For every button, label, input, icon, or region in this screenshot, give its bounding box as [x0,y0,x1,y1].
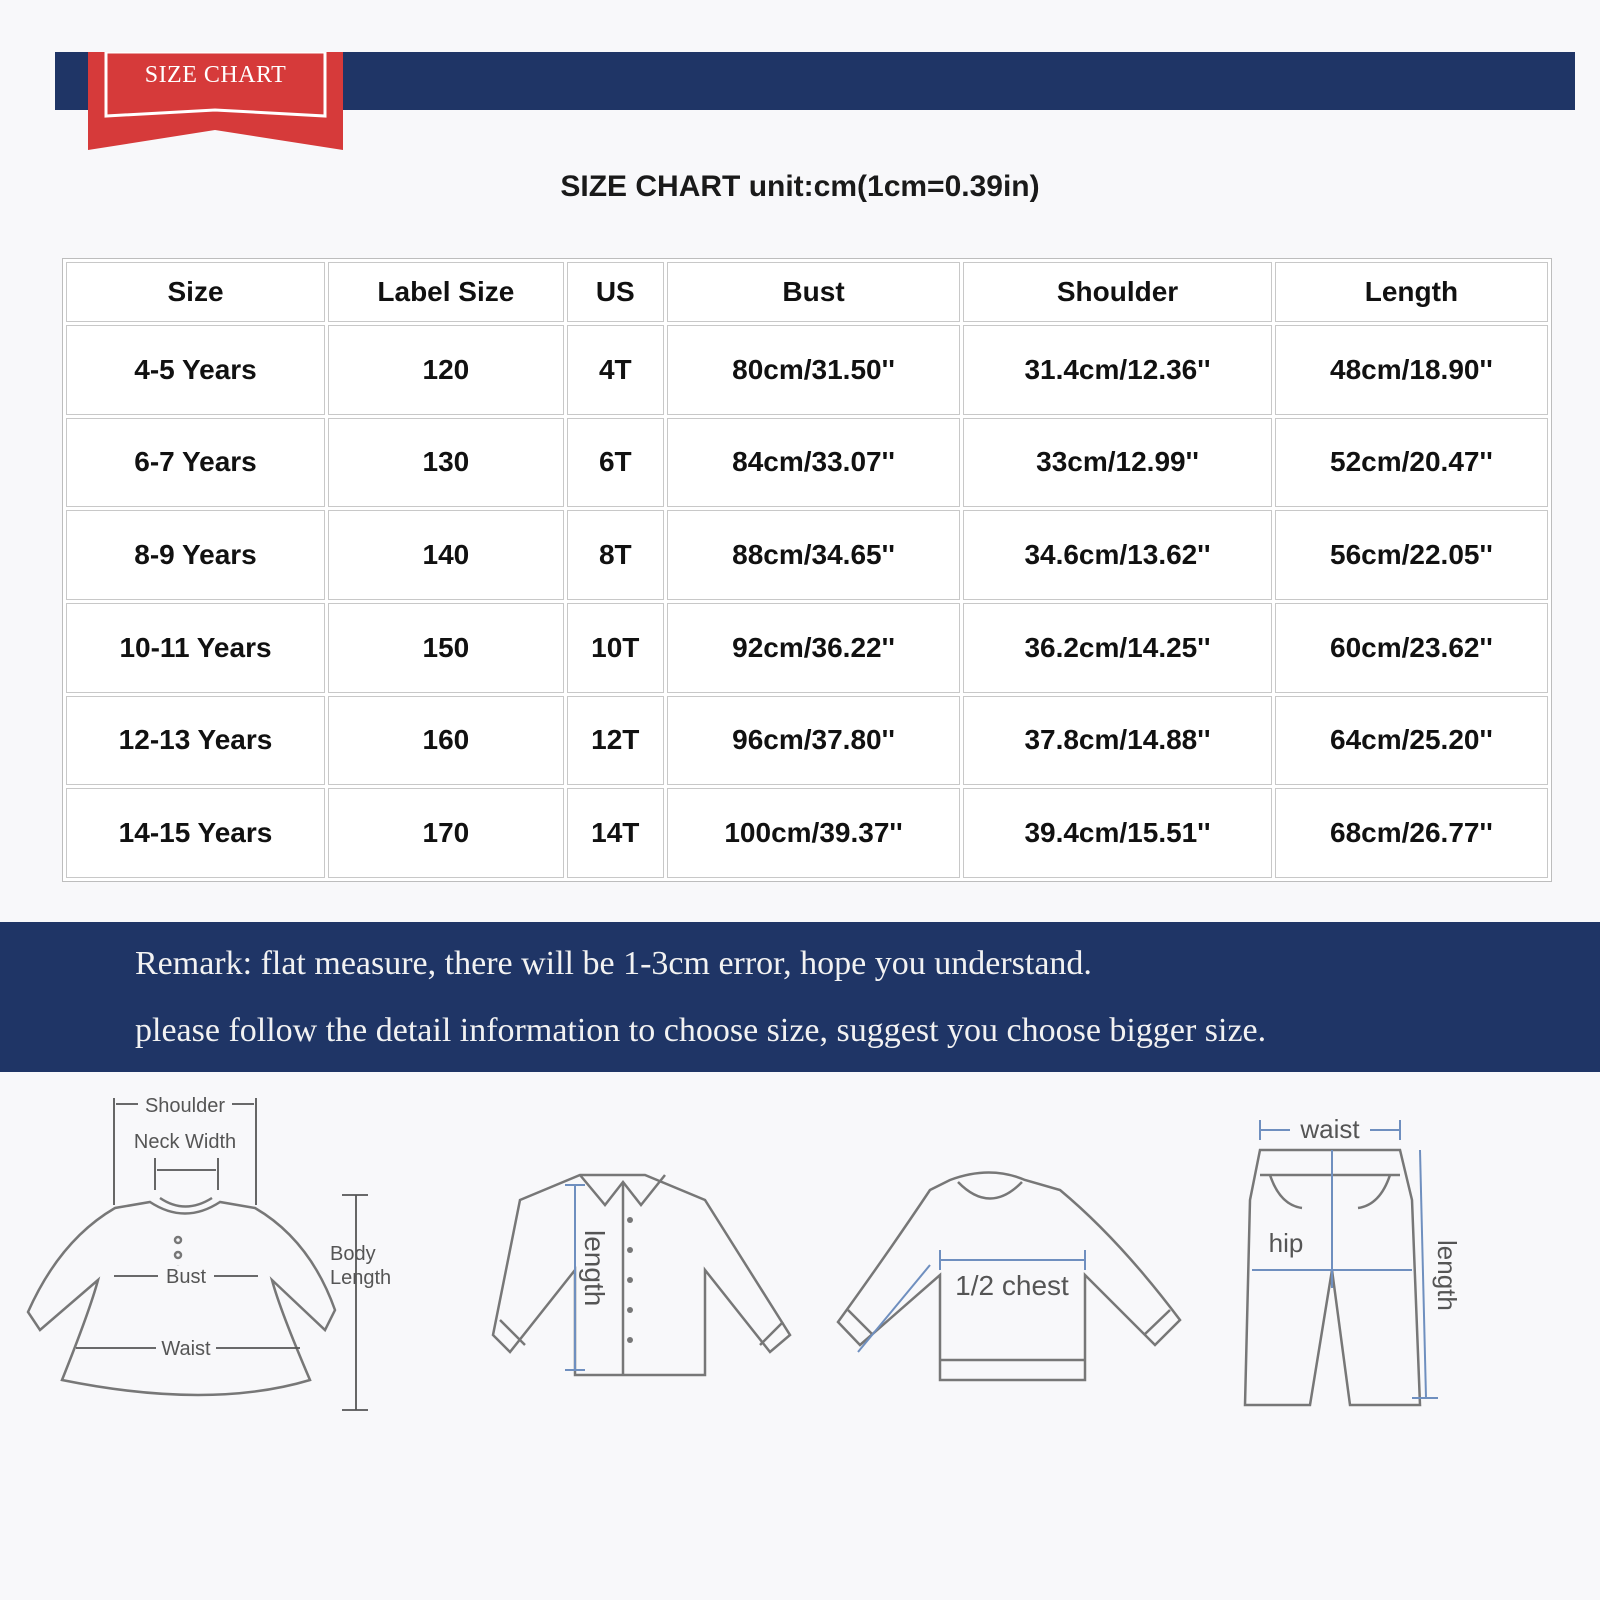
table-row [66,788,1548,878]
column-header-us: US [567,262,664,322]
shirt-length-label: length [579,1230,610,1307]
table-cell: 36.2cm/14.25'' [963,603,1272,693]
table-cell: 80cm/31.50'' [667,325,960,415]
table-row [66,510,1548,600]
table-cell: 34.6cm/13.62'' [963,510,1272,600]
column-header-size: Size [66,262,325,322]
body-length-label-2: Length [330,1267,392,1289]
table-cell: 10T [567,603,664,693]
body-length-label-1: Body [330,1243,376,1265]
pants-waist-label: waist [1300,1114,1360,1144]
table-header-row [66,262,1548,322]
table-cell: 14-15 Years [66,788,325,878]
table-cell: 6T [567,418,664,508]
table-cell: 6-7 Years [66,418,325,508]
remark-line-1: Remark: flat measure, there will be 1-3cm error, hope you understand. [135,945,1092,982]
bust-label: Bust [165,1266,207,1288]
hip-label: hip [1268,1228,1304,1258]
table-cell: 92cm/36.22'' [667,603,960,693]
table-row [66,696,1548,786]
half-chest-label: 1/2 chest [955,1270,1069,1301]
table-cell: 120 [328,325,564,415]
table-cell: 12-13 Years [66,696,325,786]
remark-line-2: please follow the detail information to choose size, suggest you choose bigger size. [135,1012,1267,1049]
sweater-measurement-diagram [830,1090,1190,1425]
table-row [66,325,1548,415]
pants-measurement-diagram [1240,1090,1500,1435]
table-cell: 33cm/12.99'' [963,418,1272,508]
dress-measurement-diagram [10,1090,430,1455]
size-chart-banner-label: SIZE CHART [144,62,287,88]
column-header-label-size: Label Size [328,262,564,322]
table-cell: 4-5 Years [66,325,325,415]
table-cell: 88cm/34.65'' [667,510,960,600]
table-cell: 37.8cm/14.88'' [963,696,1272,786]
table-cell: 100cm/39.37'' [667,788,960,878]
table-cell: 150 [328,603,564,693]
table-row [66,603,1548,693]
table-cell: 12T [567,696,664,786]
table-cell: 60cm/23.62'' [1275,603,1548,693]
table-cell: 160 [328,696,564,786]
column-header-bust: Bust [667,262,960,322]
waist-label: Waist [161,1338,211,1360]
shirt-measurement-diagram [445,1090,805,1425]
table-cell: 140 [328,510,564,600]
table-cell: 68cm/26.77'' [1275,788,1548,878]
table-cell: 170 [328,788,564,878]
column-header-shoulder: Shoulder [963,262,1272,322]
table-cell: 48cm/18.90'' [1275,325,1548,415]
table-cell: 4T [567,325,664,415]
pants-length-label: length [1432,1240,1462,1311]
table-cell: 56cm/22.05'' [1275,510,1548,600]
table-cell: 8-9 Years [66,510,325,600]
table-cell: 64cm/25.20'' [1275,696,1548,786]
table-cell: 130 [328,418,564,508]
neck-width-label: Neck Width [133,1131,237,1153]
pants-illustration [1240,1090,1500,1430]
chart-title: SIZE CHART unit:cm(1cm=0.39in) [560,170,1040,203]
table-cell: 31.4cm/12.36'' [963,325,1272,415]
size-table [63,259,1551,881]
table-cell: 39.4cm/15.51'' [963,788,1272,878]
table-cell: 10-11 Years [66,603,325,693]
table-row [66,418,1548,508]
size-table-container [62,258,1552,882]
table-cell: 52cm/20.47'' [1275,418,1548,508]
table-cell: 96cm/37.80'' [667,696,960,786]
shirt-illustration [445,1090,805,1420]
dress-illustration [10,1090,430,1450]
table-cell: 84cm/33.07'' [667,418,960,508]
shoulder-label: Shoulder [144,1095,226,1117]
table-cell: 8T [567,510,664,600]
sweater-illustration [830,1090,1190,1420]
table-cell: 14T [567,788,664,878]
column-header-length: Length [1275,262,1548,322]
